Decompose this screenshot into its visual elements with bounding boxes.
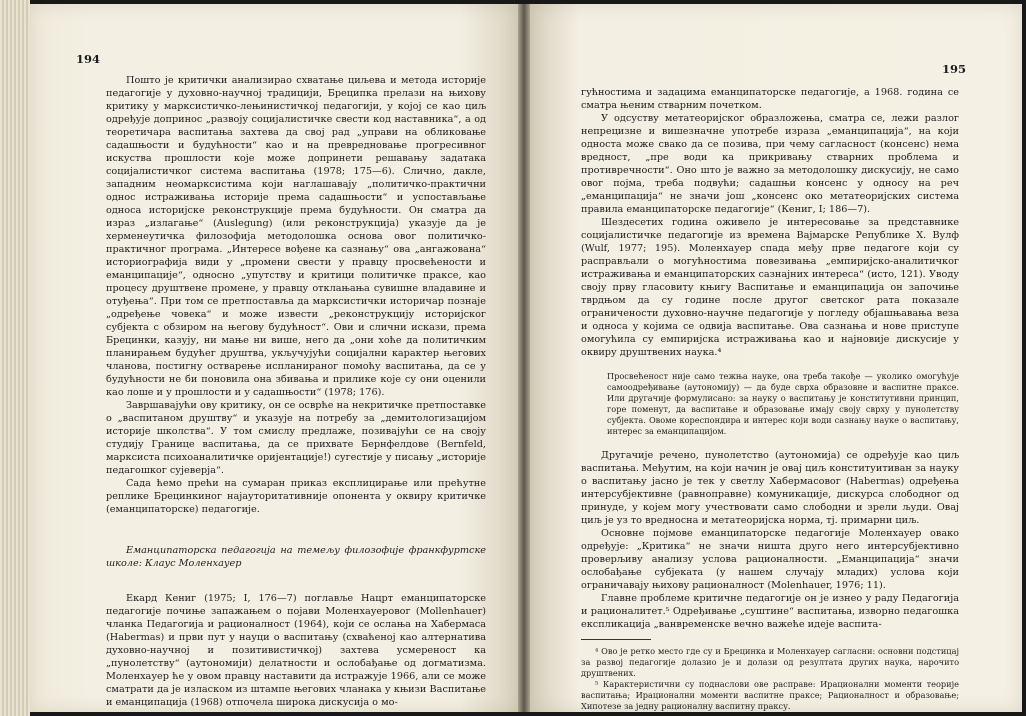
paragraph: Основне појмове еманципаторске педагогије Моленхауер овако одређује: „Критика“ не значи ништа друго него интерсубјективно проверљиву анализу услова рационалности. „Еманципација“ значи ослобађање субјеката (у нашем случају младих) услова који ограничавају њихову рационалност (Molenhauer, 1976; 11).: [581, 528, 959, 591]
paragraph: Завршавајући ову критику, он се осврће на некритичке претпоставке о „васпитаном друштву“ и указује на потребу за „демитологизацијом историје школства“. У том смислу предлаже, позивајући се на своју студију Границе васпитања, да се прихвате Бернфелдове (Bernfeld, марксиста психоаналитичке оријентације!) сугестије у писању „историје педагошког сујеверја“.: [106, 400, 486, 476]
paragraph: гућностима и задацима еманципаторске педагогије, а 1968. година се сматра њеним стварним почетком.: [581, 87, 959, 111]
page-edges: [0, 0, 30, 716]
paragraph: Сада ћемо прећи на сумаран приказ експлицирање или прећутне реплике Брецинкиног најауторитативније опонента у оквиру критичке (еманципаторске) педагогије.: [106, 478, 486, 515]
paragraph: У одсуству метатеоријског образложења, сматра се, лежи разлог непрецизне и вишезначне употребе израза „еманципација“, на који односта може свако да се позива, при чему сагласност (консенс) нема вредност, „пре води ка прикривању стварних проблема и противречности“. Оно што је важно за методолошку дискусију, не само овог појма, треба подвући; садашњи консенс у односу на реч „еманципација“ не значи још „консенс око метатеоријских система правила еманципаторске педагогије“ (Кениг, I; 186—7).: [581, 113, 959, 215]
left-text-column: [106, 74, 486, 709]
paragraph: Екард Кениг (1975; I, 176—7) поглавље Нацрт еманципаторске педагогије почиње запажањем о појави Моленхауеровог (Mollenhauer) чланка Педагогија и рационалност (1964), који се ослања на Хабермаса (Habermas) и први пут у науци о васпитању (схваћеној као алтернатива духовно-научној и позитивистичкој) захтева усмереност ка „пунолетству“ (аутономији) делатности и ослобађање од догматизма. Моленхауер ће у овом правцу наставити да истражује 1966, али се може сматрати да је изласком из штампе његових чланака у књизи Васпитање и еманципација (1968) отпочела широка дискусија о мо-: [106, 593, 486, 708]
footnote-divider: [581, 639, 651, 640]
page-number-right: 195: [942, 62, 967, 76]
footnote: ⁵ Карактеристични су поднаслови ове расправе: Ирационални моменти теорије васпитања; Ирационални моменти васпитне праксе; Рационалност и образовање; Хипотезе за једну рационалну васпитну праксу.: [581, 679, 959, 711]
paragraph: Другачије речено, пунолетство (аутономија) се одређује као циљ васпитања. Међутим, на који начин је овај циљ конституитиван за науку о васпитању јасно је тек у светлу Хабермасовог (Habermas) одређења интерсубјективне (равноправне) комуникације, дискурса слободног од принуде, у којем могу учествовати само слободни и зрели људи. Овај циљ је уз то вредносна и метатеоријска норма, тј. примарни циљ.: [581, 450, 959, 526]
right-text-column: [581, 86, 959, 712]
footnote: ⁴ Ово је ретко место где су и Брецинка и Моленхауер сагласни: основни подстицај за развој педагогије долазио је и долази од резултата других наука, нарочито друштвених.: [581, 646, 959, 678]
block-quote: Просвећеност није само тежња науке, она треба такође — уколико омогућује самоодређивање (аутономију) — да буде сврха образовне и васпитне праксе. Или другачије формулисано: за науку о васпитању је конститутивни принцип, горе поменут, да васпитање и образовање имају своју сврху у пунолетству субјекта. Овоме кореспондира и интерес који води сазнању науке о васпитању, интерес за еманципацијом.: [607, 371, 959, 436]
page-number-left: 194: [76, 52, 101, 66]
paragraph: Главне проблеме критичне педагогије он је изнео у раду Педагогија и рационалитет.⁵ Одређивање „суштине“ васпитања, изворно педагошка експликација „ванвременске вечно важеће идеје васпита-: [581, 593, 959, 630]
paragraph: Шездесетих година оживело је интересовање за представнике социјалистичке педагогије из времена Вајмарске Републике Х. Вулф (Wulf, 1977; 195). Моленхауер спада међу прве педагоге који су расправљали о могућностима повезивања „емпиријско-аналитичког истраживања и еманципаторских сазнајних интереса“ (исто, 121). Уводу своју прву гласовиту књигу Васпитање и еманципација он започиње тврдњом да су године после другог светског рата показале ограничености духовно-научне педагогије у погледу објашњавања веза и односа у којима се одвија васпитање. Ова сазнања и нове приступе омогућила су емпиријска истраживања као и најновије дискусије у оквиру друштвених наука.⁴: [581, 217, 959, 358]
paragraph: Пошто је критички анализирао схватање циљева и метода историје педагогије у духовно-научној традицији, Бреципка прелази на њихову критику у марксистичко-лењинистичкој педагогији, у којој се као циљ одређује допринос „развоју социјалистичке свести код наставника“, а од теоретичара васпитања захтева да свој рад „управи на обликовање садашњости и будућности“ као и на превредновање прогресивног искуства прошлости које може допринети решавању задатака социјалистичког система васпитања (1978; 175—6). Слично, дакле, западним неомарксистима који наглашавају „политичко-практични однос истраживања историје према садашњости“ и успостављање односа историјске реконструкције према будућности. Он сматра да израз „излагање“ (Auslegung) (или реконструкција) указује да је херменеутичка филозофија методолошка основа овог политичко-практичног програма. „Интересе вођене ка сазнању“ ова „ангажована“ историографија види у „промени свести у правцу просвећености и еманципације“, односно „упутству и критици политичке праксе, као процесу друштвене промене, у правцу отклањања сувишне владавине и отуђења“. При том се претпоставља да марксистички историчар познаје „одређење човека“ и може извести „реконструкцију историјског субјекта с обзиром на његову будућност“. Ови и слични искази, према Брецинки, казују, ни мање ни више, него да „они хоће да политичким планирањем будућег друштва, укључујући социјални карактер његових чланова, постигну остварење испланираног помоћу васпитања, да се у будућности не би поновила она збивања и прилике које су они оценили као лоше и у прошлости и у садашњости“ (1978; 176).: [106, 75, 486, 398]
section-heading: Еманципаторска педагогија на темељу филозофије франкфуртске школе: Клаус Моленхауер: [106, 545, 486, 569]
book-gutter: [518, 4, 530, 712]
